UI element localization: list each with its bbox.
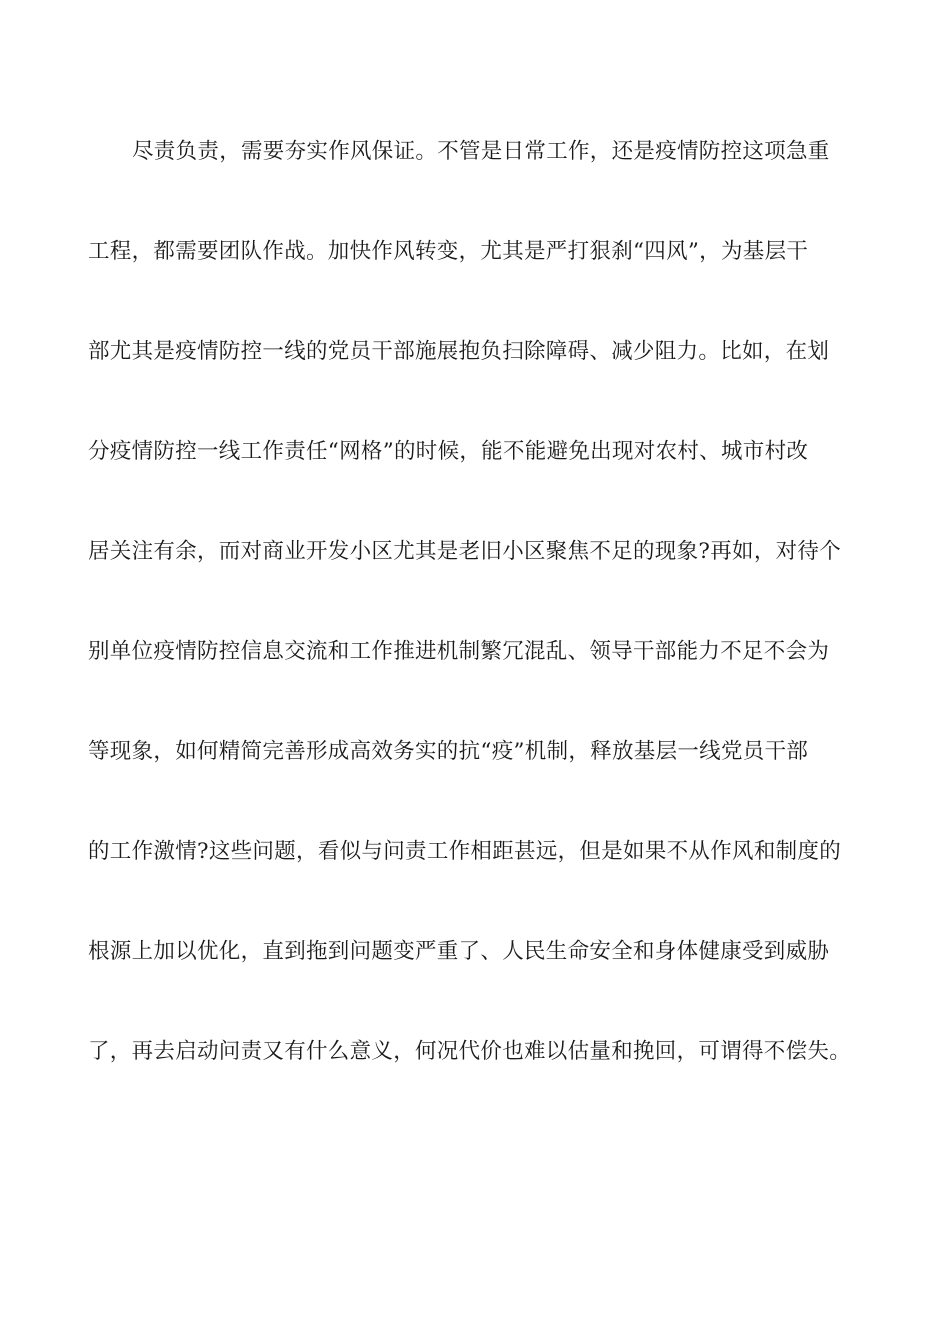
body-paragraph <box>88 126 878 1126</box>
paragraph-line: 了，再去启动问责又有什么意义，何况代价也难以估量和挽回，可谓得不偿失。 <box>88 1039 852 1064</box>
paragraph-line: 部尤其是疫情防控一线的党员干部施展抱负扫除障碍、减少阻力。比如，在划 <box>88 339 830 364</box>
paragraph-line: 别单位疫情防控信息交流和工作推进机制繁冗混乱、领导干部能力不足不会为 <box>88 639 830 664</box>
paragraph-line: 工程，都需要团队作战。加快作风转变，尤其是严打狠刹“四风”，为基层干 <box>88 239 809 264</box>
paragraph-line: 等现象，如何精简完善形成高效务实的抗“疫”机制，释放基层一线党员干部 <box>88 739 809 764</box>
paragraph-line: 尽责负责，需要夯实作风保证。不管是日常工作，还是疫情防控这项急重 <box>132 139 830 164</box>
paragraph-line: 居关注有余，而对商业开发小区尤其是老旧小区聚焦不足的现象?再如，对待个 <box>88 539 842 564</box>
paragraph-line: 分疫情防控一线工作责任“网格”的时候，能不能避免出现对农村、城市村改 <box>88 439 809 464</box>
paragraph-line: 根源上加以优化，直到拖到问题变严重了、人民生命安全和身体健康受到威胁 <box>88 939 830 964</box>
paragraph-line: 的工作激情?这些问题，看似与问责工作相距甚远，但是如果不从作风和制度的 <box>88 839 842 864</box>
